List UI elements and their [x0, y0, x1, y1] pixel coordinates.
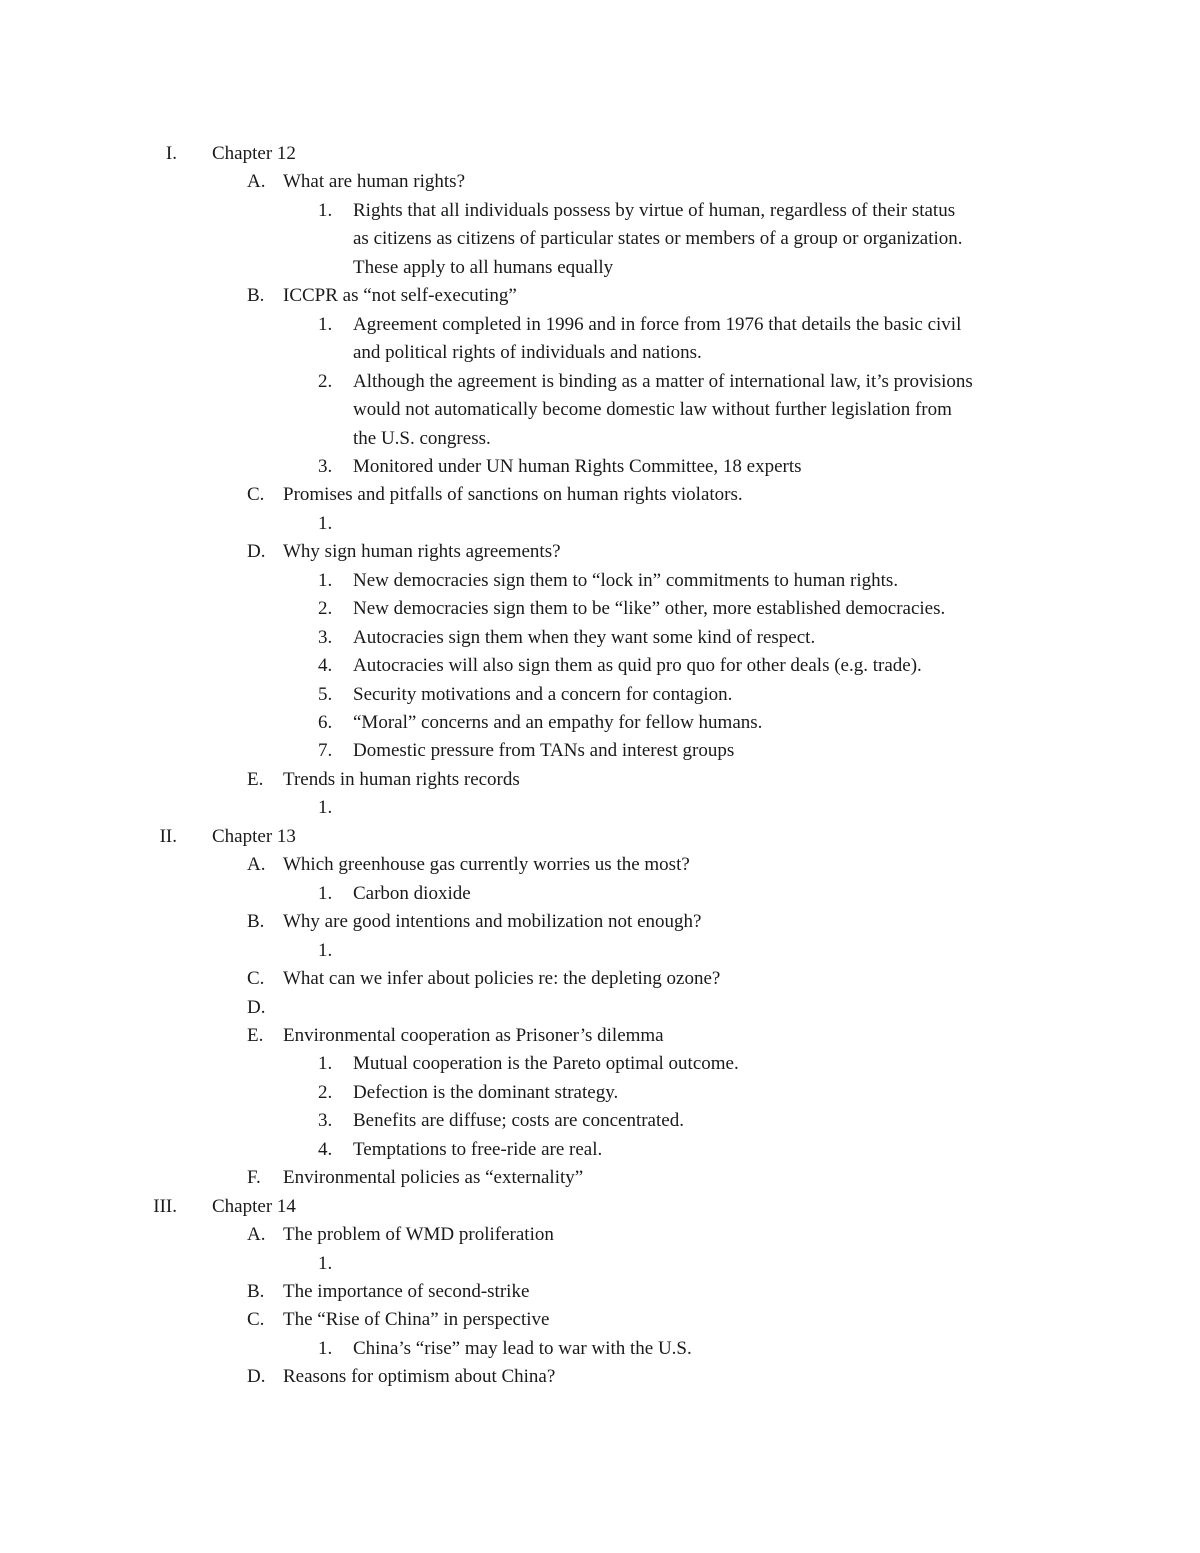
outline-text: Why sign human rights agreements? [283, 541, 561, 563]
outline-line-level-3 [0, 425, 1200, 453]
outline-line-level-3 [0, 1250, 1200, 1278]
outline-text: Environmental policies as “externality” [283, 1167, 584, 1189]
outline-marker: E. [247, 768, 264, 790]
outline-marker: 1. [318, 1053, 333, 1075]
outline-line-level-3 [0, 1136, 1200, 1164]
outline-text: Chapter 13 [212, 825, 296, 847]
outline-text: Temptations to free-ride are real. [353, 1138, 603, 1160]
outline-marker: 2. [318, 370, 333, 392]
outline-line-level-3 [0, 937, 1200, 965]
outline-line-level-3 [0, 681, 1200, 709]
outline-marker: 1. [318, 939, 333, 961]
outline-line-level-3 [0, 197, 1200, 225]
outline-marker: 4. [318, 1138, 333, 1160]
outline-line-level-3 [0, 311, 1200, 339]
outline-text: Agreement completed in 1996 and in force from 1976 that details the basic civil [353, 313, 962, 335]
outline-marker: 1. [318, 313, 333, 335]
outline-marker: C. [247, 484, 265, 506]
outline-text: Autocracies sign them when they want some kind of respect. [353, 626, 816, 648]
outline-marker: F. [247, 1167, 261, 1189]
outline-marker: 1. [318, 882, 333, 904]
outline-line-level-2 [0, 766, 1200, 794]
outline-text: New democracies sign them to be “like” other, more established democracies. [353, 598, 946, 620]
outline-text: What can we infer about policies re: the depleting ozone? [283, 968, 721, 990]
outline-text: What are human rights? [283, 171, 466, 193]
outline-text: “Moral” concerns and an empathy for fellow humans. [353, 712, 763, 733]
outline-line-level-3 [0, 396, 1200, 424]
outline-marker: E. [247, 1024, 264, 1046]
outline-text: would not automatically become domestic law without further legislation from [353, 399, 952, 421]
outline-text: the U.S. congress. [353, 427, 491, 449]
outline-marker: 1. [318, 1337, 333, 1359]
outline-line-level-2 [0, 965, 1200, 993]
outline-text: Carbon dioxide [353, 882, 471, 904]
outline-text: New democracies sign them to “lock in” commitments to human rights. [353, 569, 899, 591]
outline-line-level-3 [0, 510, 1200, 538]
outline-line-level-3 [0, 567, 1200, 595]
outline-line-level-2 [0, 538, 1200, 566]
outline-text: The “Rise of China” in perspective [283, 1309, 550, 1331]
outline-marker: A. [247, 1224, 266, 1246]
outline-line-level-3 [0, 595, 1200, 623]
outline-marker: B. [247, 1281, 265, 1302]
outline-marker: II. [159, 825, 177, 847]
outline-text: Chapter 14 [212, 1195, 296, 1217]
outline-line-level-3 [0, 453, 1200, 481]
outline-line-level-1 [0, 1193, 1200, 1221]
outline-text: Security motivations and a concern for contagion. [353, 683, 733, 705]
outline-line-level-3 [0, 254, 1200, 282]
outline-line-level-3 [0, 1079, 1200, 1107]
outline-line-level-3 [0, 709, 1200, 737]
outline-line-level-2 [0, 168, 1200, 196]
outline-marker: I. [165, 143, 177, 164]
outline-line-level-3 [0, 1050, 1200, 1078]
outline-text: as citizens as citizens of particular states or members of a group or organization. [353, 228, 963, 250]
outline-text: Domestic pressure from TANs and interest groups [353, 740, 735, 762]
outline-line-level-3 [0, 652, 1200, 680]
outline-line-level-2 [0, 1363, 1200, 1391]
outline-marker: C. [247, 1309, 265, 1331]
outline-line-level-3 [0, 368, 1200, 396]
outline-marker: B. [247, 285, 265, 307]
outline-line-level-2 [0, 994, 1200, 1022]
outline-marker: C. [247, 968, 265, 990]
outline-marker: D. [247, 541, 266, 563]
outline-line-level-2 [0, 851, 1200, 879]
outline-marker: 1. [318, 797, 333, 819]
outline-line-level-1 [0, 823, 1200, 851]
outline-text: Environmental cooperation as Prisoner’s dilemma [283, 1024, 664, 1046]
outline-line-level-3 [0, 794, 1200, 822]
outline-text: These apply to all humans equally [353, 256, 614, 278]
outline-marker: 2. [318, 1081, 333, 1103]
outline-text: Mutual cooperation is the Pareto optimal outcome. [353, 1053, 739, 1075]
outline-marker: 3. [318, 455, 333, 477]
outline-marker: 2. [318, 598, 333, 620]
outline-text: and political rights of individuals and nations. [353, 342, 702, 364]
outline-marker: A. [247, 854, 266, 876]
outline-text: Although the agreement is binding as a matter of international law, it’s provisions [353, 370, 973, 392]
outline-line-level-2 [0, 1022, 1200, 1050]
outline-marker: 3. [318, 1110, 333, 1132]
outline-text: Why are good intentions and mobilization not enough? [283, 911, 702, 933]
outline-line-level-2 [0, 1278, 1200, 1306]
outline-text: The problem of WMD proliferation [283, 1224, 554, 1246]
outline-line-level-3 [0, 737, 1200, 765]
outline-text: The importance of second-strike [283, 1281, 530, 1302]
outline-line-level-2 [0, 1221, 1200, 1249]
outline-text: Chapter 12 [212, 143, 296, 164]
outline-line-level-2 [0, 1306, 1200, 1334]
outline-text: Defection is the dominant strategy. [353, 1081, 619, 1103]
outline-line-level-2 [0, 1164, 1200, 1192]
outline-marker: 1. [318, 569, 333, 591]
outline-text: Promises and pitfalls of sanctions on human rights violators. [283, 484, 743, 506]
outline-text: China’s “rise” may lead to war with the U.S. [353, 1337, 692, 1359]
outline-marker: 7. [318, 740, 333, 762]
outline-line-level-3 [0, 225, 1200, 253]
outline-marker: 5. [318, 683, 333, 705]
outline-text: Monitored under UN human Rights Committee, 18 experts [353, 455, 802, 477]
outline-marker: 1. [318, 512, 333, 534]
outline-text: Benefits are diffuse; costs are concentrated. [353, 1110, 684, 1132]
outline-marker: 1. [318, 199, 333, 221]
outline-line-level-3 [0, 1107, 1200, 1135]
outline-line-level-1 [0, 140, 1200, 168]
outline-text: Autocracies will also sign them as quid pro quo for other deals (e.g. trade). [353, 655, 922, 677]
outline-line-level-3 [0, 880, 1200, 908]
outline-marker: D. [247, 1366, 266, 1388]
outline-marker: III. [153, 1195, 177, 1217]
outline-text: Trends in human rights records [283, 768, 520, 790]
outline-marker: 4. [318, 655, 333, 677]
outline-text: ICCPR as “not self-executing” [283, 285, 517, 307]
outline-line-level-3 [0, 624, 1200, 652]
outline-line-level-3 [0, 1335, 1200, 1363]
outline-text: Which greenhouse gas currently worries us the most? [283, 854, 690, 876]
outline-marker: A. [247, 171, 266, 193]
outline-line-level-2 [0, 481, 1200, 509]
outline-line-level-2 [0, 908, 1200, 936]
outline-marker: 3. [318, 626, 333, 648]
outline-line-level-2 [0, 282, 1200, 310]
outline-marker: D. [247, 996, 266, 1018]
outline-line-level-3 [0, 339, 1200, 367]
outline-marker: 6. [318, 712, 333, 733]
outline-marker: 1. [318, 1252, 333, 1274]
outline-text: Reasons for optimism about China? [283, 1366, 556, 1388]
outline-marker: B. [247, 911, 265, 933]
outline-text: Rights that all individuals possess by virtue of human, regardless of their status [353, 199, 956, 221]
